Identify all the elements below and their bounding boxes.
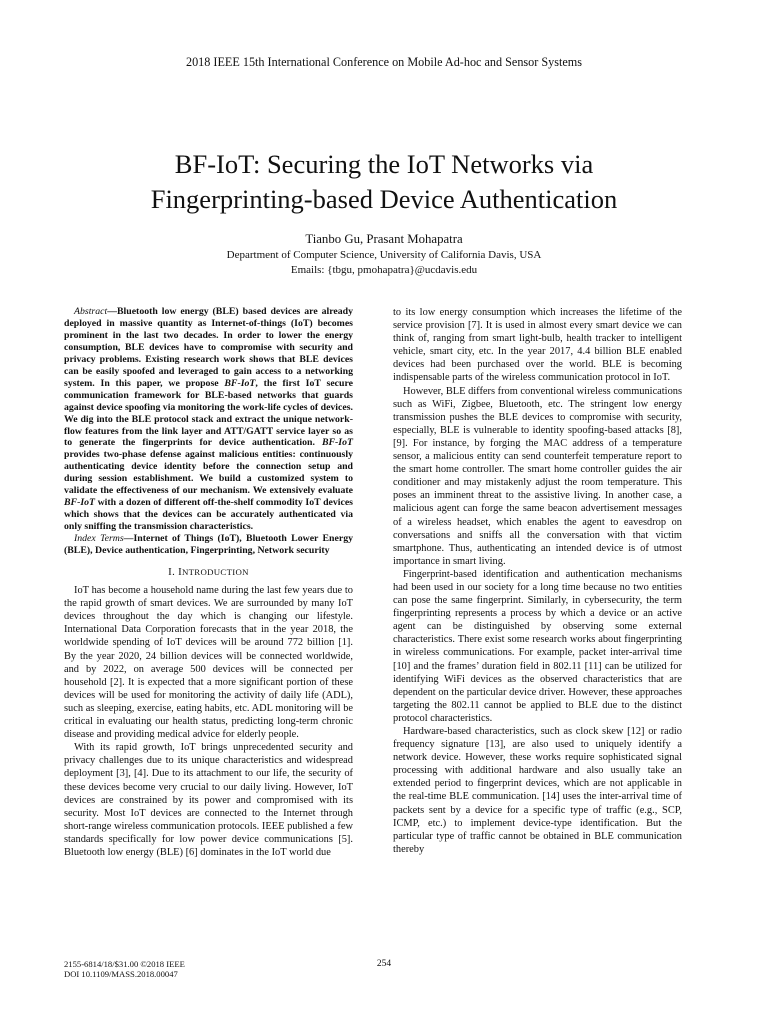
authors: Tianbo Gu, Prasant Mohapatra xyxy=(305,232,463,246)
body-paragraph: However, BLE differs from conventional wireless communications such as WiFi, Zigbee, Bluetooth, etc. The stringent low energy transmission pushes the BLE devices to compromise with security, especially, BLE is vulnerable to identity spoofing-based attacks [8], [9]. For instance, by forging the MAC address of a temperature sensor, a malicious entity can send counterfeit temperature report to the smart home controller. The smart home controller guides the air conditioner and may mistakenly adjust the room temperature. This poses an imminent threat to the assistive living. In another case, a malicious agent can forge the same beacon advertisement messages of a wireless headset, which enables the agent to eavesdrop on conversations and sniffs all the conversation with that victim smartphone. Thus, authenticating an intended device is of utmost importance in smart living. xyxy=(393,385,682,567)
body-paragraph: to its low energy consumption which increases the lifetime of the service provision [7]. It is used in almost every smart device we can think of, ranging from smart light-bulb, health tracker to intelligent vehicle, smart city, etc. In the year 2017, 4.4 billion BLE enabled devices had been purchased over the world. BLE is becoming indispensable parts of the wireless communication protocol in IoT. xyxy=(393,307,682,384)
title-line-1: BF-IoT: Securing the IoT Networks via xyxy=(174,149,594,179)
body-paragraph: Fingerprint-based identification and authentication mechanisms had been used in our society for a long time because no two entities can pose the same fingerprint. Similarly, in cybersecurity, the term fingerprinting represents a process by which a device or an active agent can be distinguished by observing some external characteristics. There exist some research works about fingerprinting in wireless communications. For example, packet inter-arrival time [10] and the frames’ duration field in 802.11 [11] can be utilized for identifying WiFi devices as the observed characteristics that are dependent on the particular device driver. However, these approaches targeting the 802.11 cannot be applied to BLE due to the distinct protocol characteristics. xyxy=(393,568,682,724)
framework-name: BF-IoT xyxy=(224,377,256,389)
index-terms: Index Terms—Internet of Things (IoT), Bluetooth Lower Energy (BLE), Device authentication, Fingerprinting, Network security xyxy=(64,533,353,557)
body-paragraph: IoT has become a household name during the last few years due to the rapid growth of smart devices. We are surrounded by many IoT devices throughout the day which is changing our lifestyle. International Data Corporation forecasts that in the year 2018, the worldwide spending of IoT devices will be around 772 billion [1]. By the year 2020, 24 billion devices will be connected worldwide, and by 2022, on average 500 devices will be connected per household [2]. It is expected that a more significant portion of these devices will be used for monitoring the activity of daily life (ADL), such as sleeping, exercise, eating habits, etc. ADL monitoring will be critical in evaluating our health status, predicting long-term chronic disease and providing medical advice for elderly people. xyxy=(64,585,353,741)
framework-name: BF-IoT xyxy=(321,437,353,449)
emails: Emails: {tbgu, pmohapatra}@ucdavis.edu xyxy=(290,264,478,276)
doi: DOI 10.1109/MASS.2018.00047 xyxy=(64,969,178,979)
title-line-2: Fingerprinting-based Device Authentication xyxy=(150,184,618,214)
framework-name: BF-IoT xyxy=(64,497,96,509)
affiliation: Department of Computer Science, University of California Davis, USA xyxy=(226,249,542,261)
conference-header: 2018 IEEE 15th International Conference on Mobile Ad-hoc and Sensor Systems xyxy=(185,55,582,69)
page-number: 254 xyxy=(376,959,392,969)
body-paragraph: With its rapid growth, IoT brings unprecedented security and privacy challenges due to its unique characteristics and widespread deployment [3], [4]. Due to its attachment to our life, the security of these devices become very crucial to our daily living. However, IoT devices are constrained by its power and compromised with its security. Most IoT devices are connected to the Internet through short-range wireless communication protocols. IEEE published a few standards specifically for low power device communications [5]. Bluetooth low energy (BLE) [6] dominates in the IoT world due xyxy=(64,742,353,858)
section-heading-introduction: I. INTRODUCTION xyxy=(168,566,249,579)
abstract-label: Abstract xyxy=(74,306,108,317)
index-terms-label: Index Terms xyxy=(74,533,124,545)
paper-title xyxy=(40,147,728,217)
left-column xyxy=(64,306,353,859)
abstract: Abstract—Bluetooth low energy (BLE) based devices are already deployed in massive quantity as Internet-of-things (IoT) becomes prominent in the last two decades. In order to lower the energy consumption, BLE devices have to compromise with security and privacy problems. Existing research work shows that BLE devices can be easily spoofed and leveraged to gain access to a networking system. In this paper, we propose BF-IoT, the first IoT secure communication framework for BLE-based networks that guards against device spoofing via monitoring the work-life cycles of devices. We dig into the BLE protocol stack and extract the unique network-flow features from the link layer and ATT/GATT service layer so as to generate the fingerprints for device authentication. BF-IoT provides two-phase defense against malicious entities: continuously authenticating device identity before the connection setup and during session establishment. We build a customized system to validate the effectiveness of our mechanism. We extensively evaluate BF-IoT with a dozen of different off-the-shelf commodity IoT devices which shows that the devices can be accurately authenticated via only sniffing the transmission characteristics. xyxy=(64,306,353,533)
body-paragraph: Hardware-based characteristics, such as clock skew [12] or radio frequency signature [13], are also used to uniquely identify a network device. However, these works require sophisticated signal processing with additional hardware and also usually take an extended period to fingerprint devices, which are not applicable in the real-time BLE communication. [14] uses the inter-arrival time of packets sent by a device for a specific type of traffic (e.g., SCP, ICMP, etc.) to implement device-type identification. But the particular type of traffic cannot be obtained in BLE communication thereby xyxy=(393,726,682,855)
issn: 2155-6814/18/$31.00 ©2018 IEEE xyxy=(64,959,185,969)
right-column xyxy=(393,306,682,856)
